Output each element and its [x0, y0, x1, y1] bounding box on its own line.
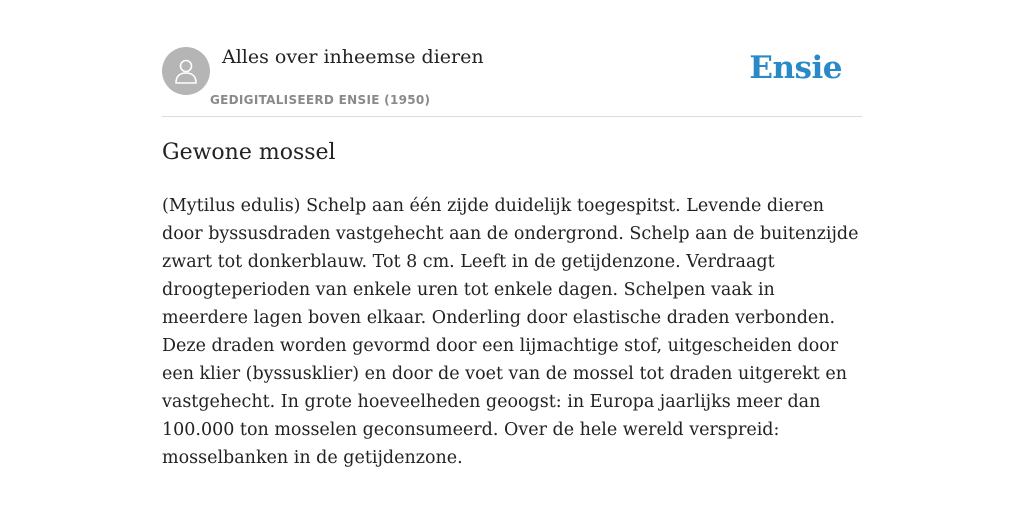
avatar[interactable]: [162, 47, 210, 95]
collection-subtitle: GEDIGITALISEERD ENSIE (1950): [210, 93, 431, 107]
header: [162, 40, 862, 117]
ensie-logo[interactable]: Ensie: [749, 50, 842, 86]
user-icon: [173, 57, 199, 85]
entry-title: Gewone mossel: [162, 140, 336, 165]
entry-body: (Mytilus edulis) Schelp aan één zijde duidelijk toegespitst. Levende dieren door byssusdraden vastgehecht aan de ondergrond. Schelp aan de buitenzijde zwart tot donkerblauw. Tot 8 cm. Leeft in de getijdenzone. Verdraagt droogteperioden van enkele uren tot enkele dagen. Schelpen vaak in meerdere lagen boven elkaar. Onderling door elastische draden verbonden. Deze draden worden gevormd door een lijmachtige stof, uitgescheiden door een klier (byssusklier) en door de voet van de mossel tot draden uitgerekt en vastgehecht. In grote hoeveelheden geoogst: in Europa jaarlijks meer dan 100.000 ton mosselen geconsumeerd. Over de hele wereld verspreid: mosselbanken in de getijdenzone.: [162, 196, 859, 468]
collection-title[interactable]: Alles over inheemse dieren: [222, 46, 484, 68]
